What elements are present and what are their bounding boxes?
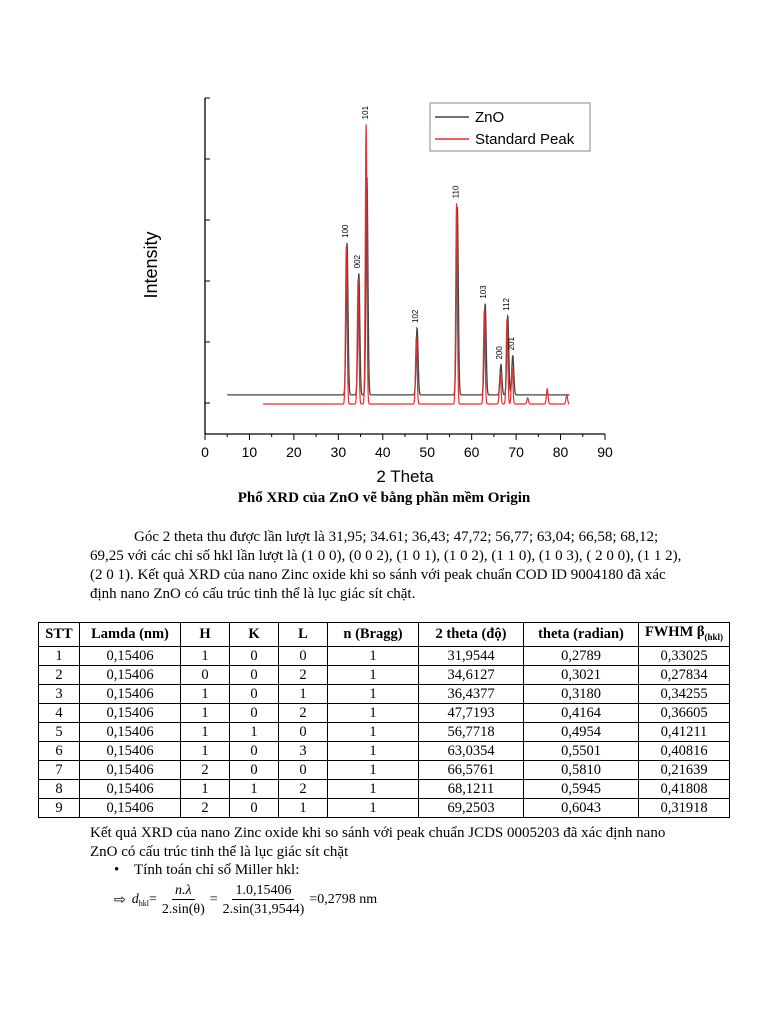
table-cell: 0,21639: [639, 760, 730, 779]
table-cell: 36,4377: [419, 684, 524, 703]
col-k: K: [230, 623, 279, 647]
y-axis-label: Intensity: [141, 231, 161, 299]
table-cell: 1: [181, 703, 230, 722]
peak-label: 112: [501, 298, 511, 311]
table-cell: 0,3021: [524, 665, 639, 684]
paragraph-conclusion: Kết quả XRD của nano Zinc oxide khi so sánh với peak chuẩn JCDS 0005203 đã xác định nano ZnO có cấu trúc tinh thể là lục giác sít chặt: [90, 825, 666, 860]
table-cell: 7: [39, 760, 80, 779]
table-cell: 1: [181, 684, 230, 703]
table-header-row: [39, 623, 730, 647]
peak-label: 200: [494, 346, 504, 360]
table-cell: 0,15406: [80, 684, 181, 703]
table-cell: 0,41211: [639, 722, 730, 741]
table-cell: 2: [279, 779, 328, 798]
table-cell: 0,34255: [639, 684, 730, 703]
legend-label: Standard Peak: [475, 131, 575, 148]
table-cell: 0,5501: [524, 741, 639, 760]
table-cell: 3: [39, 684, 80, 703]
col-h: H: [181, 623, 230, 647]
table-cell: 0,15406: [80, 722, 181, 741]
col-theta-radian: theta (radian): [524, 623, 639, 647]
bullet-text: Tính toán chỉ số Miller hkl:: [134, 862, 300, 878]
table-cell: 1: [279, 684, 328, 703]
table-cell: 0: [230, 741, 279, 760]
peak-label: 100: [341, 224, 350, 238]
frac1-denominator: 2.sin(θ): [161, 901, 205, 917]
formula-fraction-1: [159, 882, 208, 919]
table-cell: 2: [181, 798, 230, 817]
table-row: [39, 741, 730, 760]
table-cell: 0,5810: [524, 760, 639, 779]
formula-lhs-symbol: d: [131, 892, 139, 907]
formula-lhs: [132, 892, 149, 908]
table-row: [39, 684, 730, 703]
table-cell: 8: [39, 779, 80, 798]
table-cell: 1: [328, 665, 419, 684]
table-cell: 1: [328, 741, 419, 760]
table-cell: 2: [181, 760, 230, 779]
table-cell: 1: [328, 703, 419, 722]
fwhm-sub: (hkl): [704, 631, 724, 642]
table-cell: 1: [181, 741, 230, 760]
x-tick-label: 90: [597, 444, 613, 460]
formula-equals: =: [148, 892, 157, 907]
x-tick-label: 0: [201, 444, 209, 460]
x-tick-label: 10: [241, 444, 258, 460]
table-body: [39, 646, 730, 817]
table-cell: 34,6127: [419, 665, 524, 684]
bullet-dot-icon: •: [114, 862, 120, 878]
bullet-item: [114, 862, 299, 879]
peak-label: 102: [411, 309, 421, 323]
table-cell: 0,15406: [80, 741, 181, 760]
xrd-chart: [125, 88, 615, 488]
table-cell: 1: [181, 646, 230, 665]
table-cell: 0: [279, 760, 328, 779]
table-cell: 1: [230, 779, 279, 798]
table-cell: 0,40816: [639, 741, 730, 760]
frac1-numerator: n.λ: [172, 882, 195, 900]
col-2theta: 2 theta (độ): [419, 623, 524, 647]
formula-fraction-2: [220, 882, 308, 919]
table-cell: 0,3180: [524, 684, 639, 703]
peak-label: 201: [506, 337, 516, 351]
table-cell: 69,2503: [419, 798, 524, 817]
table-cell: 6: [39, 741, 80, 760]
table-cell: 66,5761: [419, 760, 524, 779]
paragraph-results: Góc 2 theta thu được lần lượt là 31,95; 34.61; 36,43; 47,72; 56,77; 63,04; 66,58; 68,12; 69,25 với các chỉ số hkl lần lượt là (1 0 0), (0 0 2), (1 0 1), (1 0 2), (1 1 0), (1 0 3), ( 2 0 0), (1 1 2), (2 0 1). Kết quả XRD của nano Zinc oxide khi so sánh với peak chuẩn COD ID 9004180 đã xác định nano ZnO có cấu trúc tinh thể là lục giác sít chặt.: [90, 529, 682, 602]
table-row: [39, 722, 730, 741]
table-cell: 1: [328, 684, 419, 703]
table-cell: 5: [39, 722, 80, 741]
table-cell: 0: [181, 665, 230, 684]
formula-lhs-sub: hkl: [138, 899, 149, 908]
table-cell: 1: [328, 722, 419, 741]
table-cell: 56,7718: [419, 722, 524, 741]
table-cell: 3: [279, 741, 328, 760]
table-row: [39, 703, 730, 722]
legend-label: ZnO: [475, 109, 505, 126]
chart-caption: Phổ XRD của ZnO vẽ bằng phần mềm Origin: [237, 490, 531, 506]
table-cell: 1: [328, 779, 419, 798]
table-cell: 0,27834: [639, 665, 730, 684]
col-l: L: [279, 623, 328, 647]
table-row: [39, 665, 730, 684]
table-cell: 0,41808: [639, 779, 730, 798]
table-cell: 0: [279, 722, 328, 741]
table-row: [39, 646, 730, 665]
peak-label: 110: [451, 185, 461, 199]
table-cell: 1: [181, 779, 230, 798]
table-cell: 1: [39, 646, 80, 665]
table-cell: 2: [279, 703, 328, 722]
table-cell: 0: [279, 646, 328, 665]
formula-equals-2: =: [209, 892, 218, 907]
table-cell: 0,31918: [639, 798, 730, 817]
table-cell: 1: [181, 722, 230, 741]
table-cell: 1: [328, 798, 419, 817]
table-cell: 0,2789: [524, 646, 639, 665]
x-tick-label: 40: [374, 444, 391, 460]
table-row: [39, 798, 730, 817]
col-fwhm: [639, 623, 730, 647]
table-cell: 2: [39, 665, 80, 684]
legend: [430, 103, 590, 151]
table-cell: 1: [328, 646, 419, 665]
table-cell: 0,4164: [524, 703, 639, 722]
col-n-bragg: n (Bragg): [328, 623, 419, 647]
table-cell: 0: [230, 665, 279, 684]
table-cell: 0,5945: [524, 779, 639, 798]
table-cell: 31,9544: [419, 646, 524, 665]
table-cell: 1: [230, 722, 279, 741]
table-cell: 0,36605: [639, 703, 730, 722]
table-cell: 63,0354: [419, 741, 524, 760]
peak-label: 002: [352, 254, 362, 269]
table-cell: 0,15406: [80, 665, 181, 684]
table-cell: 4: [39, 703, 80, 722]
series-line-zno: [227, 177, 569, 395]
table-cell: 68,1211: [419, 779, 524, 798]
table-cell: 2: [279, 665, 328, 684]
series-group: [227, 124, 569, 404]
table-cell: 0,15406: [80, 703, 181, 722]
frac2-numerator: 1.0,15406: [232, 882, 294, 900]
peak-label: 103: [479, 285, 489, 299]
peak-label: 101: [360, 105, 370, 120]
table-cell: 0,15406: [80, 779, 181, 798]
table-cell: 0,15406: [80, 760, 181, 779]
table-cell: 47,7193: [419, 703, 524, 722]
table-cell: 0,6043: [524, 798, 639, 817]
x-tick-label: 50: [419, 444, 436, 460]
x-tick-label: 70: [508, 444, 524, 460]
frac2-denominator: 2.sin(31,9544): [222, 901, 305, 917]
formula-result: =0,2798 nm: [309, 892, 378, 907]
table-cell: 1: [328, 760, 419, 779]
table-cell: 0,4954: [524, 722, 639, 741]
series-line-standard: [263, 124, 570, 404]
x-tick-label: 30: [330, 444, 347, 460]
table-cell: 0,15406: [80, 798, 181, 817]
table-cell: 0: [230, 760, 279, 779]
xrd-table: [38, 622, 730, 818]
table-cell: 9: [39, 798, 80, 817]
x-tick-label: 20: [286, 444, 302, 460]
x-axis-label: 2 Theta: [376, 467, 434, 486]
table-cell: 1: [279, 798, 328, 817]
table-row: [39, 779, 730, 798]
x-tick-label: 60: [463, 444, 480, 460]
table-cell: 0,33025: [639, 646, 730, 665]
fwhm-label: FWHM β: [644, 624, 705, 640]
table-cell: 0: [230, 703, 279, 722]
arrow-right-icon: ⇨: [114, 892, 126, 908]
col-lamda: Lamda (nm): [80, 623, 181, 647]
miller-formula: [114, 878, 377, 922]
table-row: [39, 760, 730, 779]
col-stt: STT: [39, 623, 80, 647]
table-cell: 0: [230, 684, 279, 703]
table-cell: 0,15406: [80, 646, 181, 665]
table-cell: 0: [230, 798, 279, 817]
table-cell: 0: [230, 646, 279, 665]
x-tick-label: 80: [552, 444, 569, 460]
